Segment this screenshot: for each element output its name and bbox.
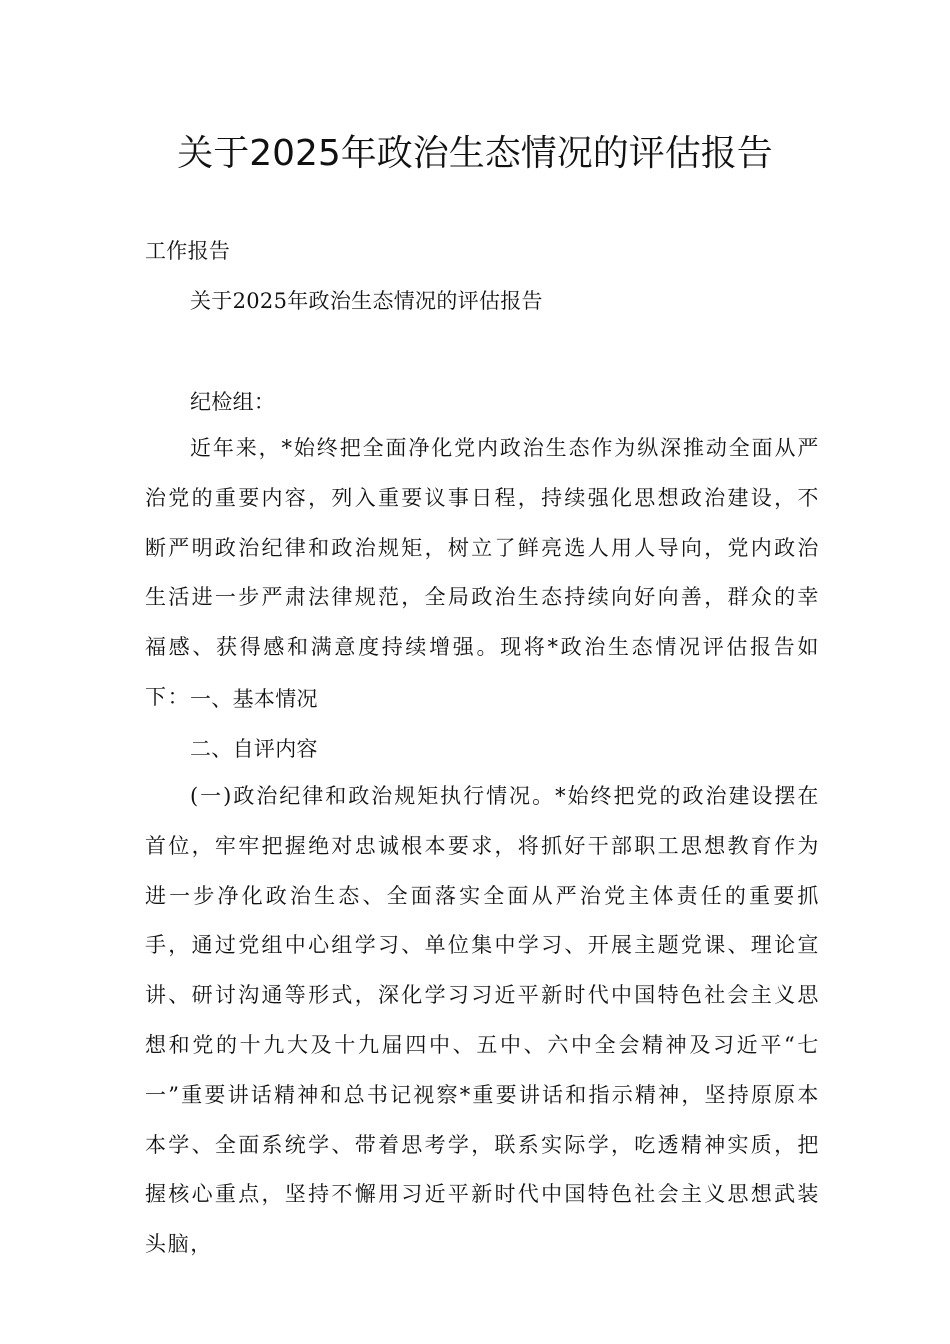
section-heading-basic-situation: 一、基本情况: [190, 687, 318, 711]
section-heading-self-evaluation: 二、自评内容: [190, 737, 318, 761]
document-category: 工作报告: [145, 239, 231, 263]
document-subtitle: 关于2025年政治生态情况的评估报告: [190, 289, 543, 313]
addressee: 纪检组：: [190, 390, 276, 414]
document-title: 关于2025年政治生态情况的评估报告: [177, 133, 773, 174]
intro-paragraph: 近年来，*始终把全面净化党内政治生态作为纵深推动全面从严治党的重要内容，列入重要议事日程，持续强化思想政治建设，不断严明政治纪律和政治规矩，树立了鲜亮选人用人导向，党内政治生活进一步严肃法律规范，全局政治生态持续向好向善，群众的幸福感、获得感和满意度持续增强。现将*政治生态情况评估报告如下：: [145, 436, 820, 709]
political-discipline-paragraph: (一)政治纪律和政治规矩执行情况。*始终把党的政治建设摆在首位，牢牢把握绝对忠诚根本要求，将抓好干部职工思想教育作为进一步净化政治生态、全面落实全面从严治党主体责任的重要抓手，通过党组中心组学习、单位集中学习、开展主题党课、理论宣讲、研讨沟通等形式，深化学习习近平新时代中国特色社会主义思想和党的十九大及十九届四中、五中、六中全会精神及习近平“七一”重要讲话精神和总书记视察*重要讲话和指示精神，坚持原原本本学、全面系统学、带着思考学，联系实际学，吃透精神实质，把握核心重点，坚持不懈用习近平新时代中国特色社会主义思想武装头脑，: [145, 784, 820, 1257]
